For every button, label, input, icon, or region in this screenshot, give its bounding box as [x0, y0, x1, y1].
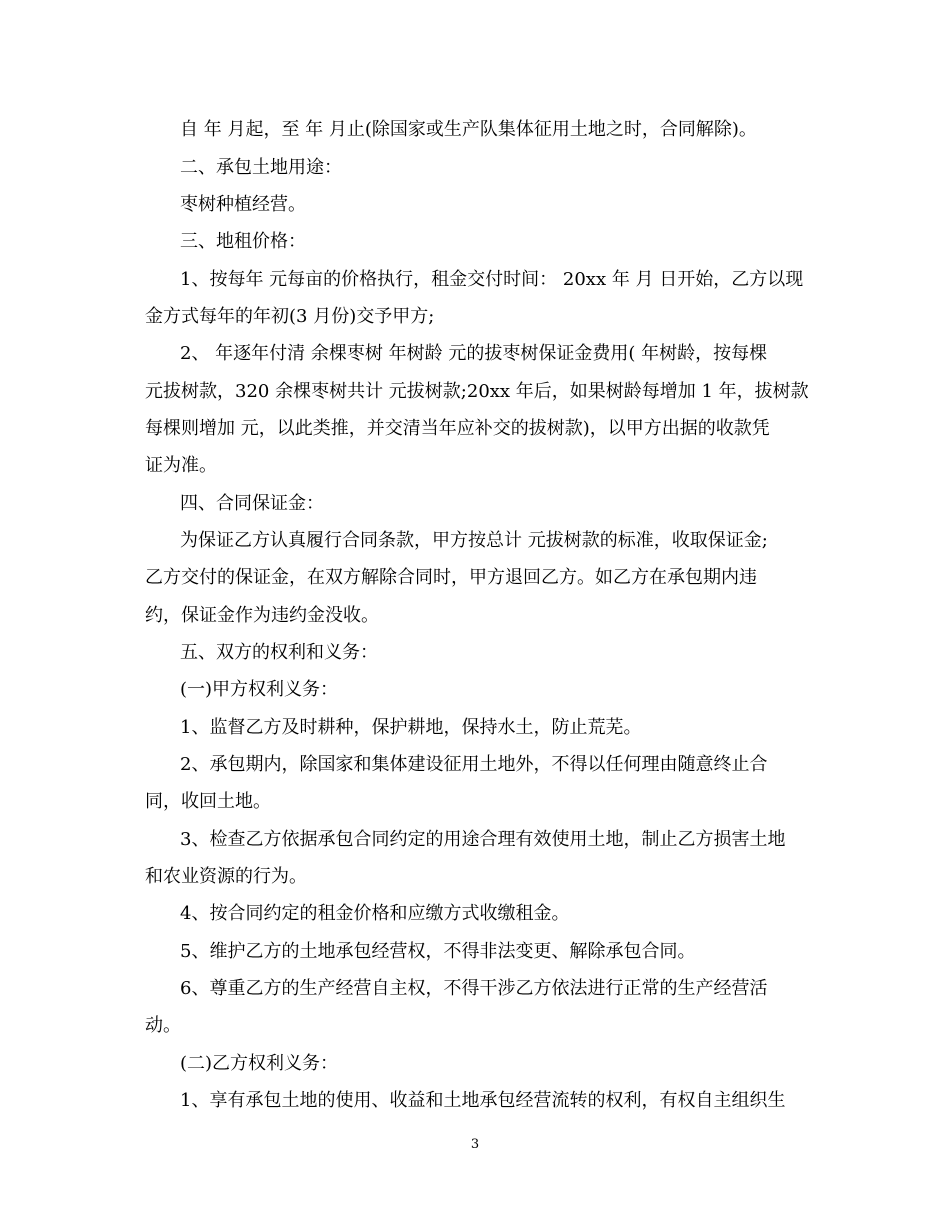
- text-line: 金方式每年的年初(3 月份)交予甲方;: [145, 306, 435, 327]
- text-line: 自 年 月起，至 年 月止(除国家或生产队集体征用土地之时，合同解除)。: [180, 119, 757, 140]
- text-line: 1、监督乙方及时耕种，保护耕地，保持水土，防止荒芜。: [180, 717, 642, 738]
- text-line: 2、 年逐年付清 余棵枣树 年树龄 元的拔枣树保证金费用( 年树龄，按每棵: [180, 343, 768, 364]
- section-heading: 三、地租价格：: [180, 231, 306, 252]
- text-line: 每棵则增加 元，以此类推，并交清当年应补交的拔树款)，以甲方出据的收款凭: [145, 418, 770, 439]
- text-line: 枣树种植经营。: [180, 194, 306, 215]
- text-line: 元拔树款，320 余棵枣树共计 元拔树款;20xx 年后，如果树龄每增加 1 年，拔树款: [145, 381, 809, 402]
- text-line: 乙方交付的保证金，在双方解除合同时，甲方退回乙方。如乙方在承包期内违: [145, 567, 757, 588]
- text-line: 约，保证金作为违约金没收。: [145, 605, 379, 626]
- subsection-heading: (二)乙方权利义务：: [180, 1053, 339, 1074]
- text-line: 为保证乙方认真履行合同条款，甲方按总计 元拔树款的标准，收取保证金;: [180, 530, 768, 551]
- text-line: 同，收回土地。: [145, 791, 271, 812]
- text-line: 和农业资源的行为。: [145, 866, 307, 887]
- text-line: 6、尊重乙方的生产经营自主权，不得干涉乙方依法进行正常的生产经营活: [180, 978, 768, 999]
- subsection-heading: (一)甲方权利义务：: [180, 679, 339, 700]
- section-heading: 四、合同保证金：: [180, 493, 324, 514]
- text-line: 3、检查乙方依据承包合同约定的用途合理有效使用土地，制止乙方损害土地: [180, 829, 786, 850]
- text-line: 2、承包期内，除国家和集体建设征用土地外，不得以任何理由随意终止合: [180, 754, 768, 775]
- page-number: 3: [470, 1137, 480, 1152]
- text-line: 4、按合同约定的租金价格和应缴方式收缴租金。: [180, 903, 570, 924]
- text-line: 5、维护乙方的土地承包经营权，不得非法变更、解除承包合同。: [180, 941, 696, 962]
- text-line: 动。: [145, 1015, 181, 1036]
- text-line: 1、按每年 元每亩的价格执行，租金交付时间： 20xx 年 月 日开始，乙方以现: [180, 269, 804, 290]
- text-line: 证为准。: [145, 455, 217, 476]
- text-line: 1、享有承包土地的使用、收益和土地承包经营流转的权利，有权自主组织生: [180, 1090, 786, 1111]
- section-heading: 二、承包土地用途：: [180, 157, 342, 178]
- section-heading: 五、双方的权利和义务：: [180, 642, 378, 663]
